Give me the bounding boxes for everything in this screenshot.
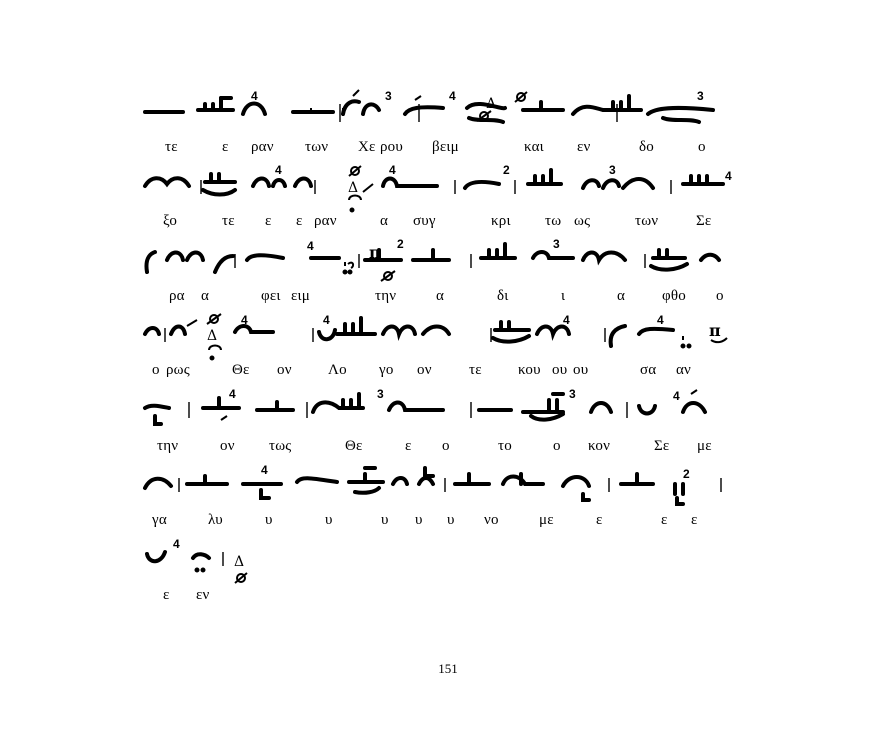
syllable: Σε — [696, 213, 712, 229]
svg-text:Δ: Δ — [234, 554, 245, 570]
svg-text:2: 2 — [683, 467, 690, 481]
syllable: ε — [661, 512, 668, 528]
svg-text:4: 4 — [307, 239, 314, 253]
syllable: υ — [265, 512, 273, 528]
svg-text:4: 4 — [449, 89, 456, 103]
neume-staff-6 — [143, 460, 733, 512]
syllable: ο — [716, 288, 724, 304]
svg-text:π: π — [709, 321, 721, 340]
syllable: ε — [296, 213, 303, 229]
syllable: ε — [596, 512, 603, 528]
svg-text:4: 4 — [725, 169, 732, 183]
syllable: βειμ — [432, 139, 459, 155]
neume-staff-1 — [143, 88, 733, 140]
svg-text:3: 3 — [609, 163, 616, 177]
syllable: τω — [545, 213, 562, 229]
syllable: ε — [222, 139, 229, 155]
svg-text:3: 3 — [697, 89, 704, 103]
svg-text:4: 4 — [673, 389, 680, 403]
syllable: ε — [691, 512, 698, 528]
svg-text:4: 4 — [563, 313, 570, 327]
neume-staff-5 — [143, 386, 733, 438]
syllable: τως — [269, 438, 292, 454]
syllable: ραν — [314, 213, 337, 229]
syllable: ον — [220, 438, 235, 454]
syllable: σα — [640, 362, 657, 378]
syllable: ε — [163, 587, 170, 603]
syllable: ο — [698, 139, 706, 155]
syllable: Σε — [654, 438, 670, 454]
svg-text:4: 4 — [261, 463, 268, 477]
syllable: εν — [196, 587, 210, 603]
syllable: υ — [381, 512, 389, 528]
syllable: κον — [588, 438, 611, 454]
syllable: αν — [676, 362, 692, 378]
syllable: νο — [484, 512, 499, 528]
syllable: ο — [152, 362, 160, 378]
syllable: με — [539, 512, 554, 528]
svg-text:4: 4 — [229, 387, 236, 401]
syllable: δι — [497, 288, 509, 304]
svg-text:2: 2 — [397, 237, 404, 251]
syllable: υ — [325, 512, 333, 528]
svg-text:4: 4 — [657, 313, 664, 327]
syllable: ραν — [251, 139, 274, 155]
syllable: ε — [265, 213, 272, 229]
syllable: α — [380, 213, 389, 229]
syllable: γα — [152, 512, 167, 528]
syllable: Χε — [358, 139, 376, 155]
syllable: ρου — [380, 139, 404, 155]
syllable: ο — [442, 438, 450, 454]
svg-text:4: 4 — [323, 313, 330, 327]
svg-text:2: 2 — [503, 163, 510, 177]
syllable: υ — [447, 512, 455, 528]
svg-text:4: 4 — [251, 89, 258, 103]
syllable: γο — [379, 362, 394, 378]
syllable: το — [498, 438, 512, 454]
syllable: κρι — [491, 213, 511, 229]
syllable: ου — [573, 362, 589, 378]
syllable: με — [697, 438, 712, 454]
syllable: α — [201, 288, 210, 304]
syllable: φθο — [662, 288, 686, 304]
syllable: ον — [277, 362, 292, 378]
syllable: ρως — [166, 362, 190, 378]
neume-staff-3 — [143, 236, 733, 288]
syllable: συγ — [413, 213, 436, 229]
syllable: Λο — [328, 362, 347, 378]
syllable: ειμ — [291, 288, 310, 304]
syllable: την — [375, 288, 397, 304]
syllable: ρα — [169, 288, 185, 304]
svg-text:4: 4 — [241, 313, 248, 327]
syllable: ι — [561, 288, 566, 304]
svg-text:π: π — [369, 243, 381, 262]
svg-text:Δ: Δ — [486, 96, 497, 112]
syllable: Θε — [232, 362, 250, 378]
svg-text:Δ: Δ — [207, 328, 218, 344]
syllable: ο — [553, 438, 561, 454]
syllable: την — [157, 438, 179, 454]
syllable: κου — [518, 362, 541, 378]
svg-text:3: 3 — [385, 89, 392, 103]
syllable: φει — [261, 288, 281, 304]
syllable: λυ — [208, 512, 223, 528]
neume-staff-7 — [143, 534, 733, 586]
svg-text:4: 4 — [275, 163, 282, 177]
syllable: Θε — [345, 438, 363, 454]
syllable: τε — [469, 362, 482, 378]
syllable: ως — [574, 213, 591, 229]
neume-staff-4 — [143, 310, 733, 362]
syllable: ξο — [163, 213, 178, 229]
syllable: και — [524, 139, 544, 155]
syllable: τε — [222, 213, 235, 229]
syllable: ε — [405, 438, 412, 454]
neume-staff-2 — [143, 162, 733, 214]
svg-text:3: 3 — [377, 387, 384, 401]
svg-text:Δ: Δ — [348, 180, 359, 196]
page-number: 151 — [438, 661, 458, 676]
syllable: δο — [639, 139, 654, 155]
svg-text:3: 3 — [553, 237, 560, 251]
svg-text:4: 4 — [389, 163, 396, 177]
syllable: α — [617, 288, 626, 304]
syllable: ου — [552, 362, 568, 378]
syllable: εν — [577, 139, 591, 155]
syllable: τε — [165, 139, 178, 155]
syllable: α — [436, 288, 445, 304]
syllable: υ — [415, 512, 423, 528]
svg-text:4: 4 — [173, 537, 180, 551]
syllable: των — [635, 213, 659, 229]
syllable: ον — [417, 362, 432, 378]
syllable: των — [305, 139, 329, 155]
svg-text:3: 3 — [569, 387, 576, 401]
